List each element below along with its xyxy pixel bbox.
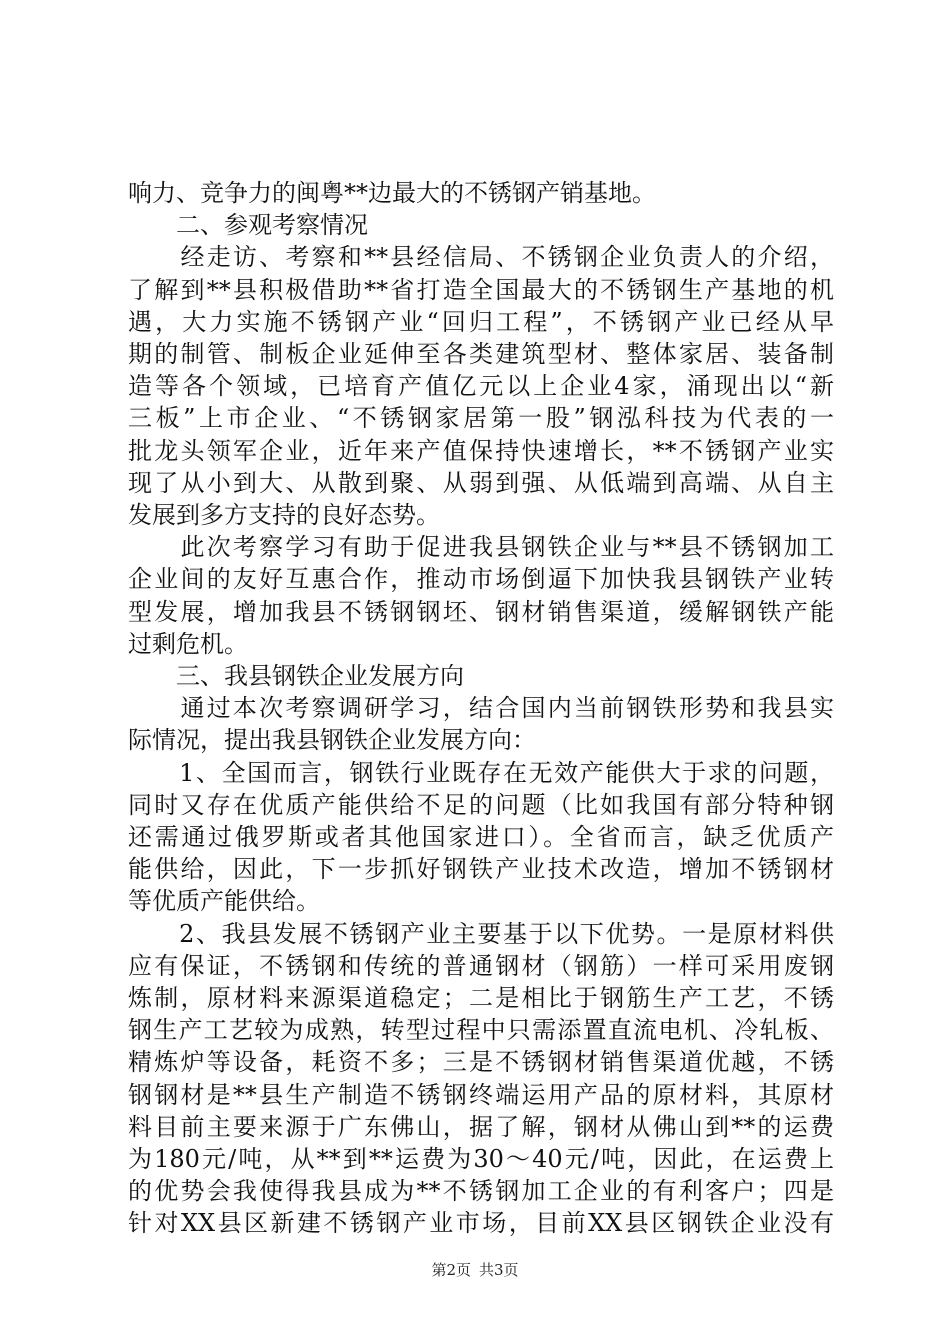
text-line: 还需通过俄罗斯或者其他国家进口）。全省而言，缺乏优质产 (128, 823, 834, 851)
text-line: 经走访、考察和**县经信局、不锈钢企业负责人的介绍， (128, 243, 834, 272)
text-line: 此次考察学习有助于促进我县钢铁企业与**县不锈钢加工 (128, 533, 834, 562)
page-total: 共3页 (479, 1261, 519, 1279)
text-line: 应有保证，不锈钢和传统的普通钢材（钢筋）一样可采用废钢 (128, 951, 834, 980)
text-line: 炼制，原材料来源渠道稳定；二是相比于钢筋生产工艺，不锈 (128, 984, 834, 1012)
text-line: 钢钢材是**县生产制造不锈钢终端运用产品的原材料，其原材 (128, 1080, 834, 1109)
text-line: 为180元/吨，从**到**运费为30～40元/吨，因此，在运费上 (128, 1145, 834, 1173)
text-line: 1、全国而言，钢铁行业既存在无效产能供大于求的问题， (128, 758, 834, 787)
text-line: 能供给，因此，下一步抓好钢铁产业技术改造，增加不锈钢材 (128, 855, 834, 884)
text-line: 遇，大力实施不锈钢产业“回归工程”，不锈钢产业已经从早 (128, 307, 834, 336)
section-heading: 二、参观考察情况 (128, 211, 368, 240)
text-line: 际情况，提出我县钢铁企业发展方向： (128, 726, 536, 755)
text-line: 2、我县发展不锈钢产业主要基于以下优势。一是原材料供 (128, 919, 834, 948)
text-line: 的优势会我使得我县成为**不锈钢加工企业的有利客户；四是 (128, 1177, 834, 1206)
text-line: 针对XX县区新建不锈钢产业市场，目前XX县区钢铁企业没有 (128, 1209, 834, 1238)
text-line: 料目前主要来源于广东佛山，据了解，钢材从佛山到**的运费 (128, 1112, 834, 1141)
text-line: 等优质产能供给。 (128, 887, 320, 916)
page-footer (0, 1260, 950, 1280)
text-line: 发展到多方支持的良好态势。 (128, 501, 440, 529)
text-line: 造等各个领域，已培育产值亿元以上企业4家，涌现出以“新 (128, 372, 834, 401)
text-line: 批龙头领军企业，近年来产值保持快速增长，**不锈钢产业实 (128, 436, 834, 465)
text-line: 精炼炉等设备，耗资不多；三是不锈钢材销售渠道优越，不锈 (128, 1048, 834, 1077)
text-line: 过剩危机。 (128, 629, 248, 658)
text-line: 通过本次考察调研学习，结合国内当前钢铁形势和我县实 (128, 694, 834, 723)
text-line: 三板”上市企业、“不锈钢家居第一股”钢泓科技为代表的一 (128, 404, 834, 433)
text-line: 钢生产工艺较为成熟，转型过程中只需添置直流电机、冷轧板、 (128, 1016, 834, 1045)
text-line: 响力、竞争力的闽粤**边最大的不锈钢产销基地。 (128, 179, 656, 207)
text-line: 企业间的友好互惠合作，推动市场倒逼下加快我县钢铁产业转 (128, 565, 834, 594)
text-line: 型发展，增加我县不锈钢钢坯、钢材销售渠道，缓解钢铁产能 (128, 597, 834, 626)
page-number: 第2页 (431, 1261, 471, 1279)
text-line: 同时又存在优质产能供给不足的问题（比如我国有部分特种钢 (128, 790, 834, 819)
text-line: 期的制管、制板企业延伸至各类建筑型材、整体家居、装备制 (128, 340, 834, 368)
section-heading: 三、我县钢铁企业发展方向 (128, 662, 464, 690)
text-line: 了解到**县积极借助**省打造全国最大的不锈钢生产基地的机 (128, 275, 834, 304)
text-line: 现了从小到大、从散到聚、从弱到强、从低端到高端、从自主 (128, 468, 834, 497)
